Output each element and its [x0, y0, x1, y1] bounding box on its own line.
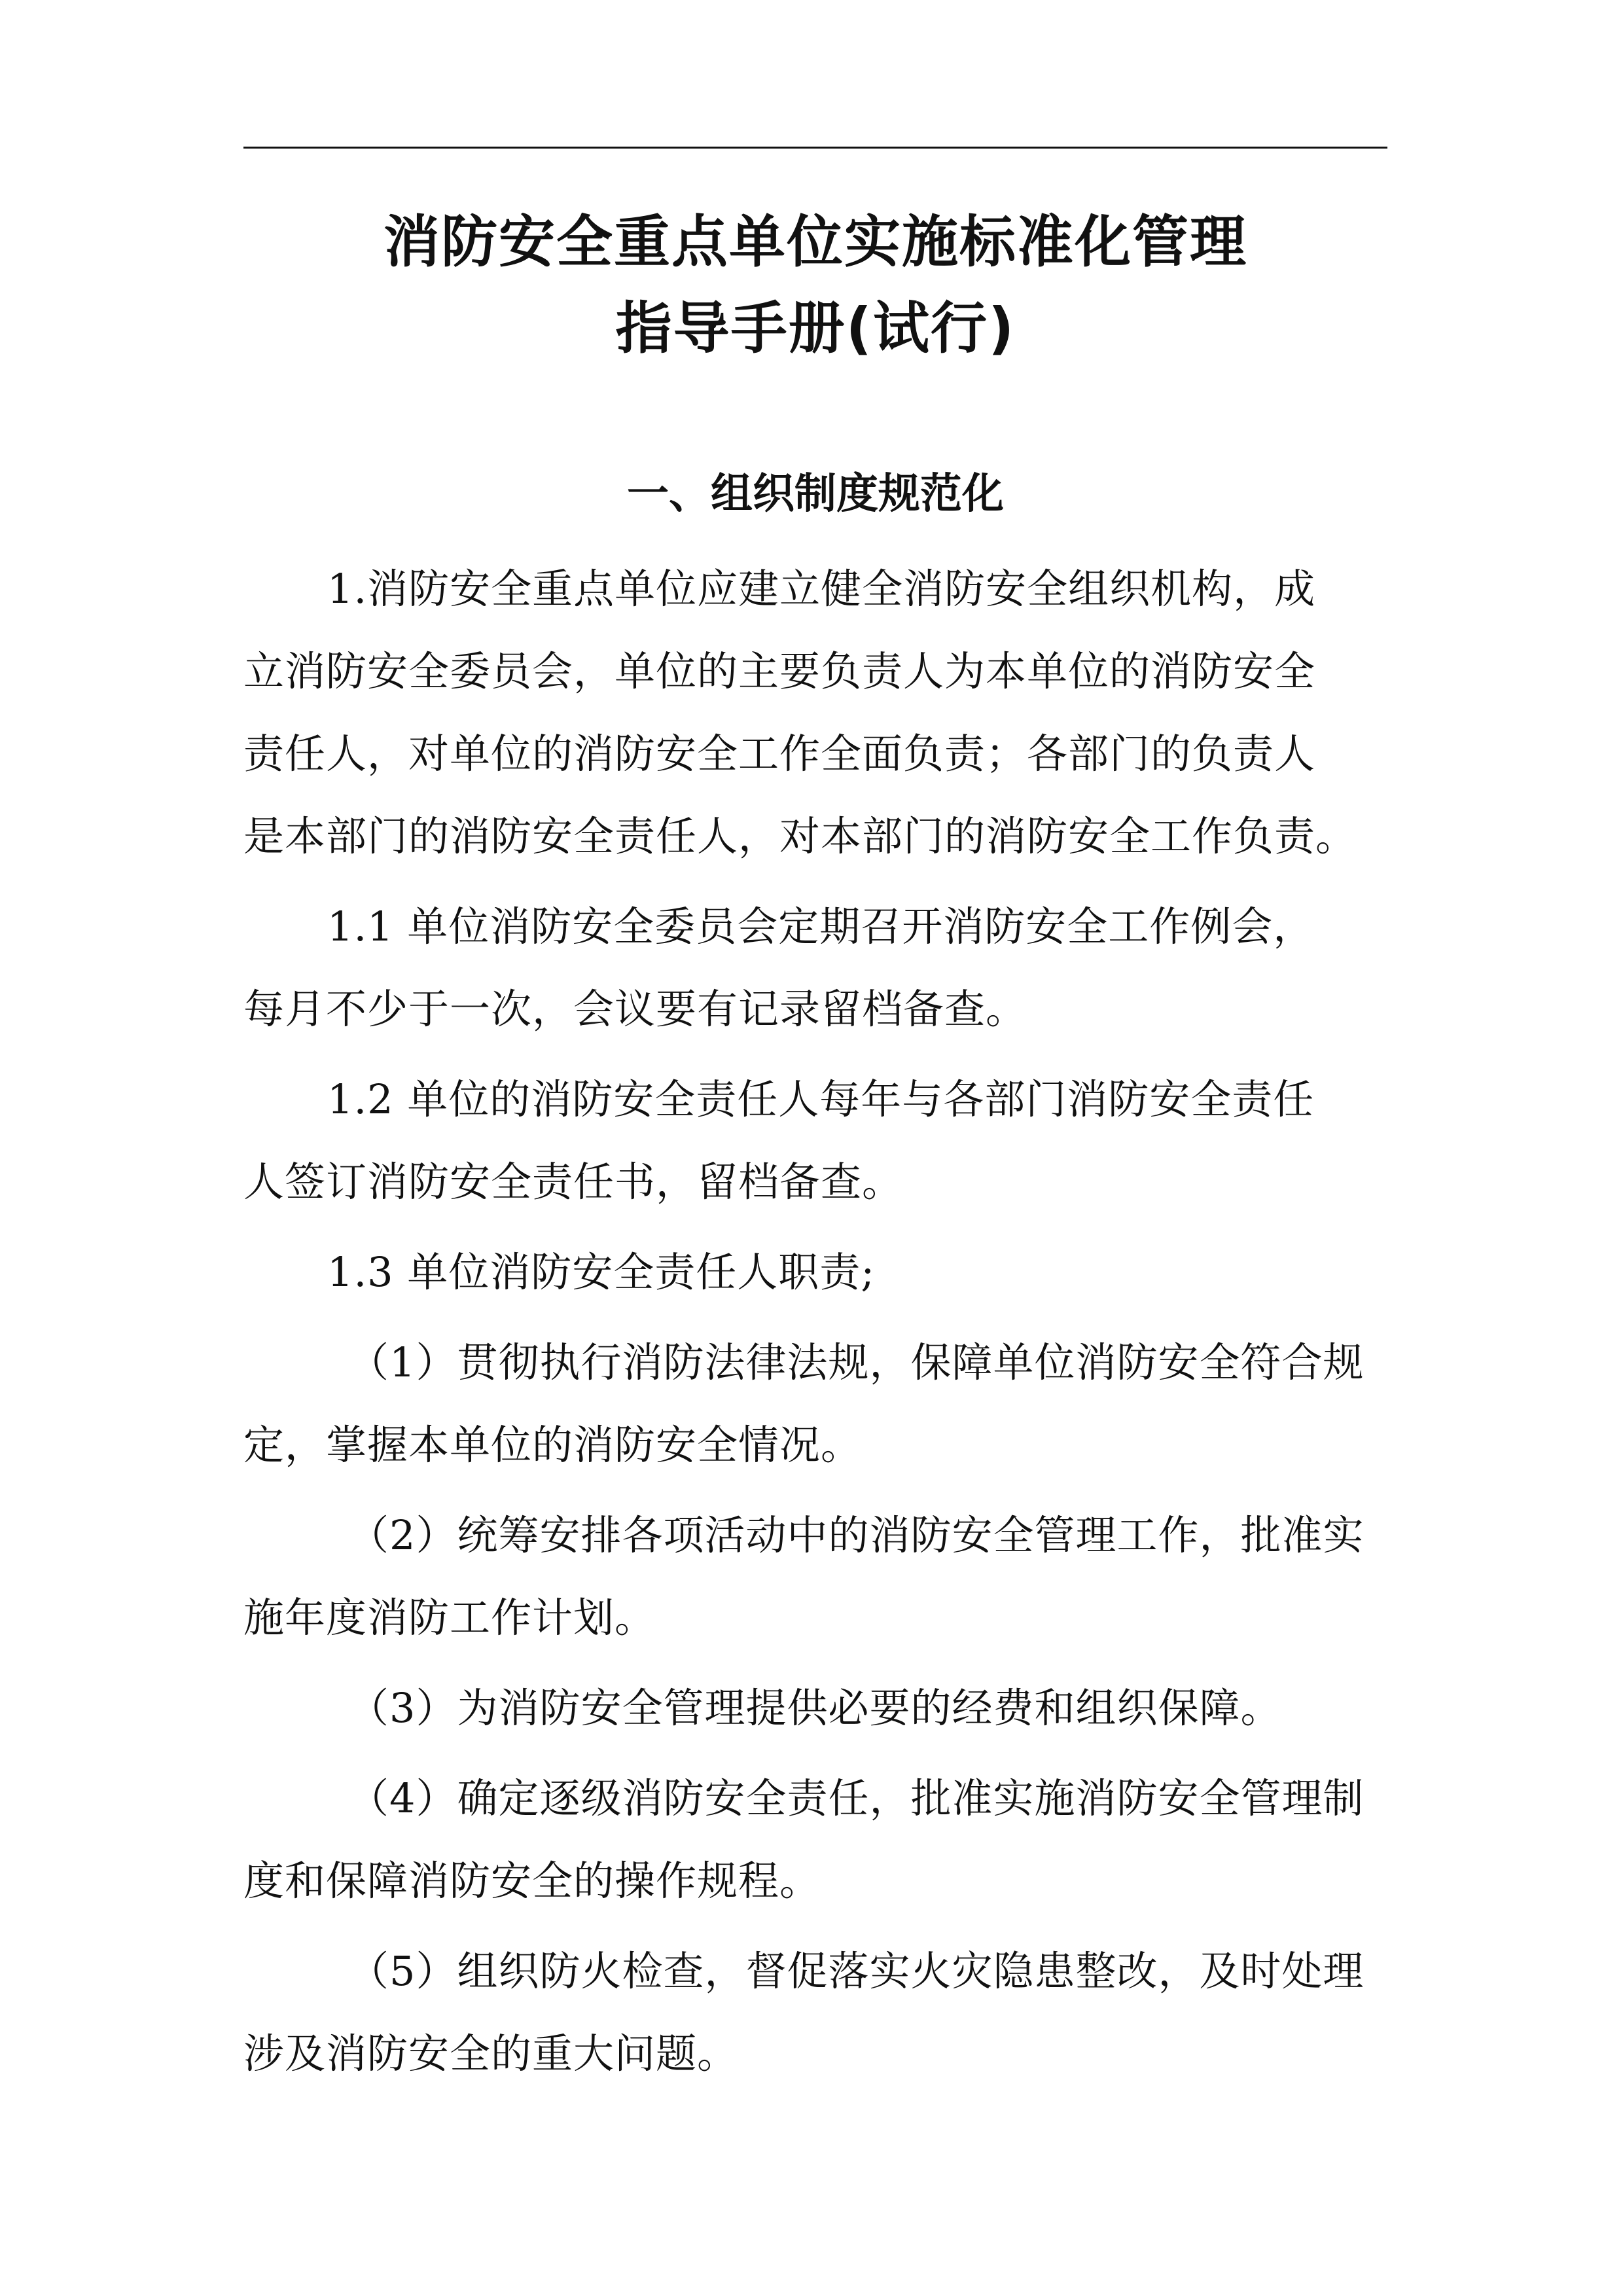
paragraph-line: 1.3 单位消防安全责任人职责;	[327, 1248, 876, 1296]
paragraph-line: 1.2 单位的消防安全责任人每年与各部门消防安全责任	[327, 1075, 1315, 1123]
paragraph-line: （2）统筹安排各项活动中的消防安全管理工作，批准实	[348, 1511, 1364, 1559]
paragraph-line: 1.消防安全重点单位应建立健全消防安全组织机构，成	[327, 565, 1316, 613]
section-heading: 一、组织制度规范化	[627, 470, 1004, 518]
paragraph-line: 1.1 单位消防安全委员会定期召开消防安全工作例会，	[327, 903, 1315, 950]
paragraph-line: 施年度消防工作计划。	[243, 1594, 656, 1641]
paragraph-line: （4）确定逐级消防安全责任，批准实施消防安全管理制	[348, 1774, 1364, 1822]
paragraph-line: 度和保障消防安全的操作规程。	[243, 1857, 821, 1905]
document-title-line1: 消防安全重点单位实施标准化管理	[383, 209, 1247, 275]
header-rule	[243, 147, 1387, 149]
paragraph-line: （3）为消防安全管理提供必要的经费和组织保障。	[348, 1684, 1282, 1732]
paragraph-line: 涉及消防安全的重大问题。	[243, 2030, 739, 2077]
paragraph-line: 责任人，对单位的消防安全工作全面负责；各部门的负责人	[243, 730, 1316, 778]
paragraph-line: 每月不少于一次，会议要有记录留档备查。	[243, 985, 1027, 1033]
paragraph-line: 人签订消防安全责任书，留档备查。	[243, 1158, 904, 1206]
paragraph-line: 定，掌握本单位的消防安全情况。	[243, 1421, 863, 1469]
paragraph-line: 是本部门的消防安全责任人，对本部门的消防安全工作负责。	[243, 812, 1357, 860]
paragraph-line: （1）贯彻执行消防法律法规，保障单位消防安全符合规	[348, 1338, 1364, 1386]
paragraph-line: （5）组织防火检查，督促落实火灾隐患整改，及时处理	[348, 1947, 1364, 1995]
paragraph-line: 立消防安全委员会，单位的主要负责人为本单位的消防安全	[243, 647, 1316, 695]
document-title-line2: 指导手册(试行)	[615, 296, 1016, 361]
